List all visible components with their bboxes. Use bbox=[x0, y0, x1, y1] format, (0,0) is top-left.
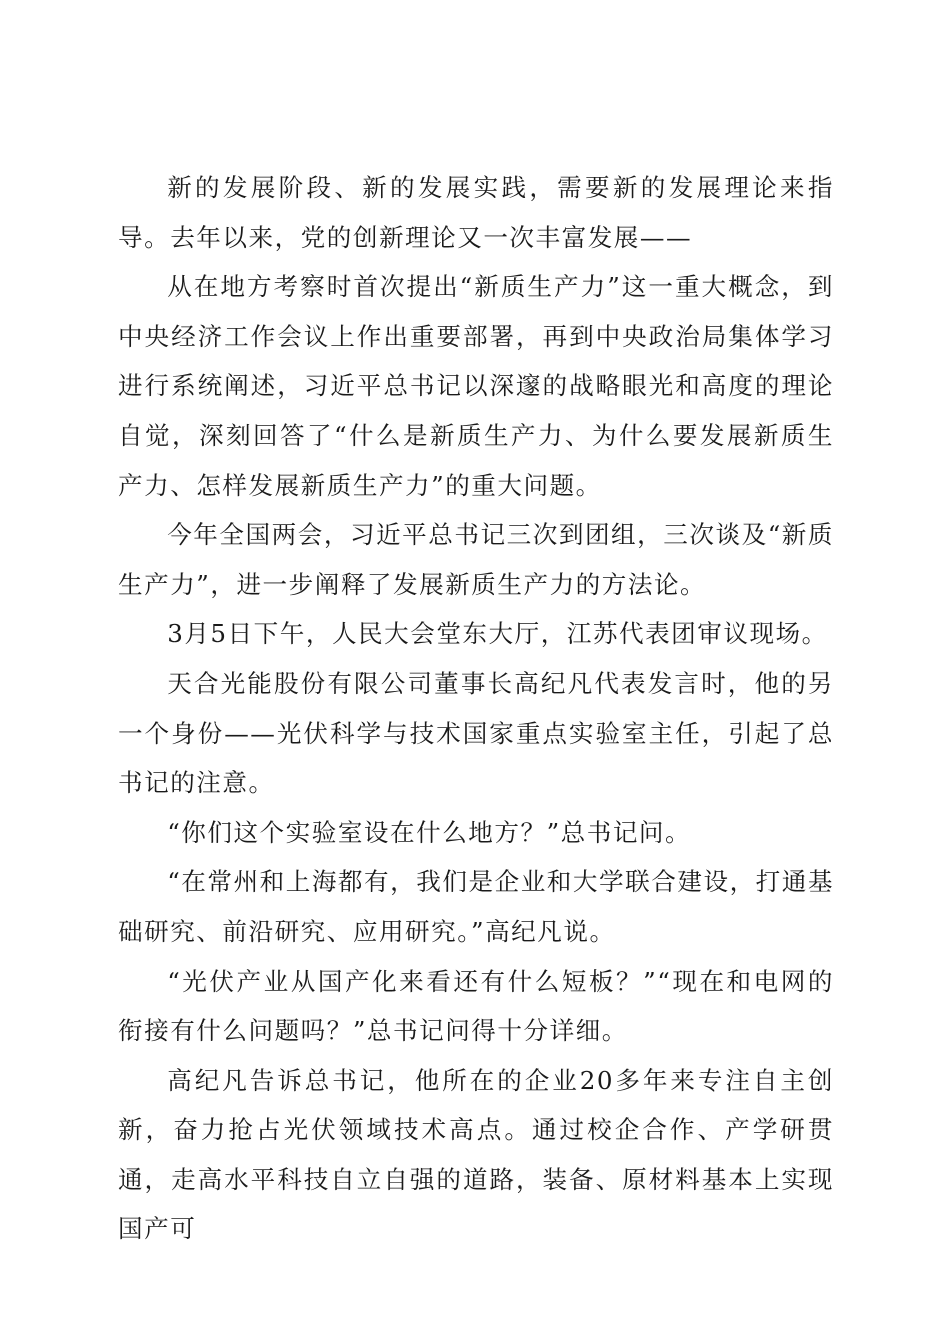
paragraph: 3月5日下午，人民大会堂东大厅，江苏代表团审议现场。 bbox=[167, 619, 828, 649]
paragraph: 天合光能股份有限公司董事长高纪凡代表发言时，他的另一个身份——光伏科学与技术国家重点实验室主任，引起了总书记的注意。 bbox=[118, 668, 834, 798]
article-body bbox=[118, 163, 834, 1254]
paragraph: “你们这个实验室设在什么地方？”总书记问。 bbox=[167, 817, 692, 847]
paragraph: 高纪凡告诉总书记，他所在的企业20多年来专注自主创新，奋力抢占光伏领域技术高点。通过校企合作、产学研贯通，走高水平科技自立自强的道路，装备、原材料基本上实现国产可 bbox=[118, 1065, 834, 1244]
paragraph: “光伏产业从国产化来看还有什么短板？”“现在和电网的衔接有什么问题吗？”总书记问得十分详细。 bbox=[118, 966, 834, 1046]
paragraph: 新的发展阶段、新的发展实践，需要新的发展理论来指导。去年以来，党的创新理论又一次丰富发展—— bbox=[118, 173, 834, 252]
paragraph: “在常州和上海都有，我们是企业和大学联合建设，打通基础研究、前沿研究、应用研究。”高纪凡说。 bbox=[118, 867, 834, 946]
paragraph: 今年全国两会，习近平总书记三次到团组，三次谈及“新质生产力”，进一步阐释了发展新质生产力的方法论。 bbox=[118, 520, 834, 599]
paragraph: 从在地方考察时首次提出“新质生产力”这一重大概念，到中央经济工作会议上作出重要部署，再到中央政治局集体学习进行系统阐述，习近平总书记以深邃的战略眼光和高度的理论自觉，深刻回答了“什么是新质生产力、为什么要发展新质生产力、怎样发展新质生产力”的重大问题。 bbox=[118, 272, 834, 500]
